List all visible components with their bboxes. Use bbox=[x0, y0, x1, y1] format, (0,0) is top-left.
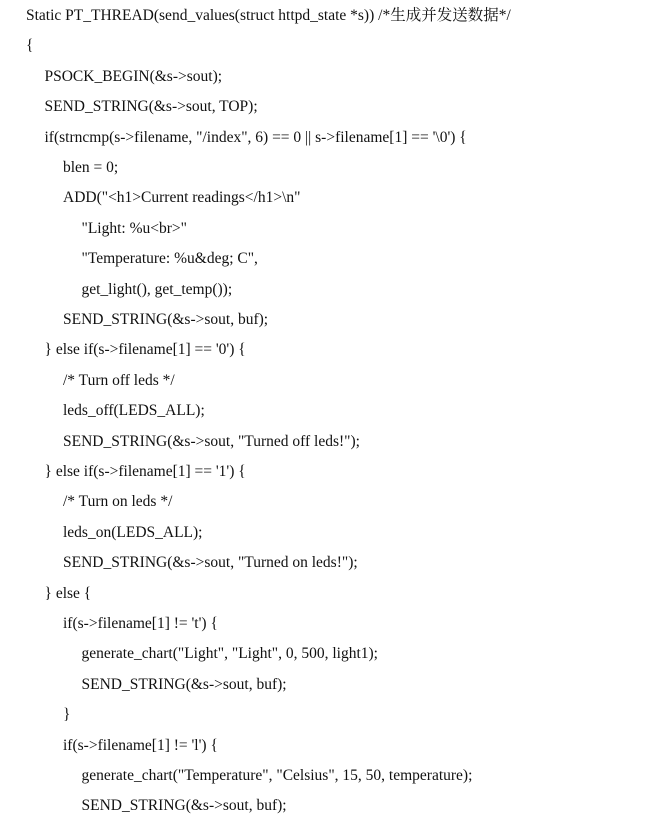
code-line: SEND_STRING(&s->sout, "Turned on leds!"); bbox=[63, 554, 358, 572]
code-line: { bbox=[26, 37, 34, 55]
code-line: leds_on(LEDS_ALL); bbox=[63, 523, 203, 541]
code-line: } else if(s->filename[1] == '0') { bbox=[44, 341, 246, 359]
code-line: get_light(), get_temp()); bbox=[81, 280, 233, 298]
code-line: if(s->filename[1] != 'l') { bbox=[63, 736, 218, 754]
code-line: if(strncmp(s->filename, "/index", 6) == 0 || s->filename[1] == '\0') { bbox=[44, 128, 467, 146]
code-line: generate_chart("Temperature", "Celsius", 15, 50, temperature); bbox=[81, 767, 473, 784]
code-line: PSOCK_BEGIN(&s->sout); bbox=[44, 67, 223, 85]
code-line: /* Turn on leds */ bbox=[63, 493, 173, 511]
code-line: "Temperature: %u&deg; C", bbox=[81, 250, 258, 268]
code-line: Static PT_THREAD(send_values(struct httpd_state *s)) /*生成并发送数据*/ bbox=[26, 7, 511, 24]
code-line: "Light: %u<br>" bbox=[81, 219, 187, 237]
code-line: SEND_STRING(&s->sout, buf); bbox=[81, 675, 287, 693]
code-line: } else { bbox=[44, 584, 92, 602]
code-line: /* Turn off leds */ bbox=[63, 371, 175, 389]
code-line: if(s->filename[1] != 't') { bbox=[63, 615, 218, 632]
code-line: SEND_STRING(&s->sout, buf); bbox=[81, 797, 287, 815]
code-line: SEND_STRING(&s->sout, "Turned off leds!"); bbox=[63, 432, 360, 450]
code-line: generate_chart("Light", "Light", 0, 500, light1); bbox=[81, 645, 378, 663]
code-line: ADD("<h1>Current readings</h1>\n" bbox=[63, 189, 301, 207]
code-line: } else if(s->filename[1] == '1') { bbox=[44, 463, 246, 480]
code-line: } bbox=[63, 706, 71, 724]
code-line: blen = 0; bbox=[63, 159, 119, 176]
code-line: SEND_STRING(&s->sout, TOP); bbox=[44, 98, 258, 116]
code-line: SEND_STRING(&s->sout, buf); bbox=[63, 311, 269, 328]
code-line: leds_off(LEDS_ALL); bbox=[63, 402, 205, 420]
